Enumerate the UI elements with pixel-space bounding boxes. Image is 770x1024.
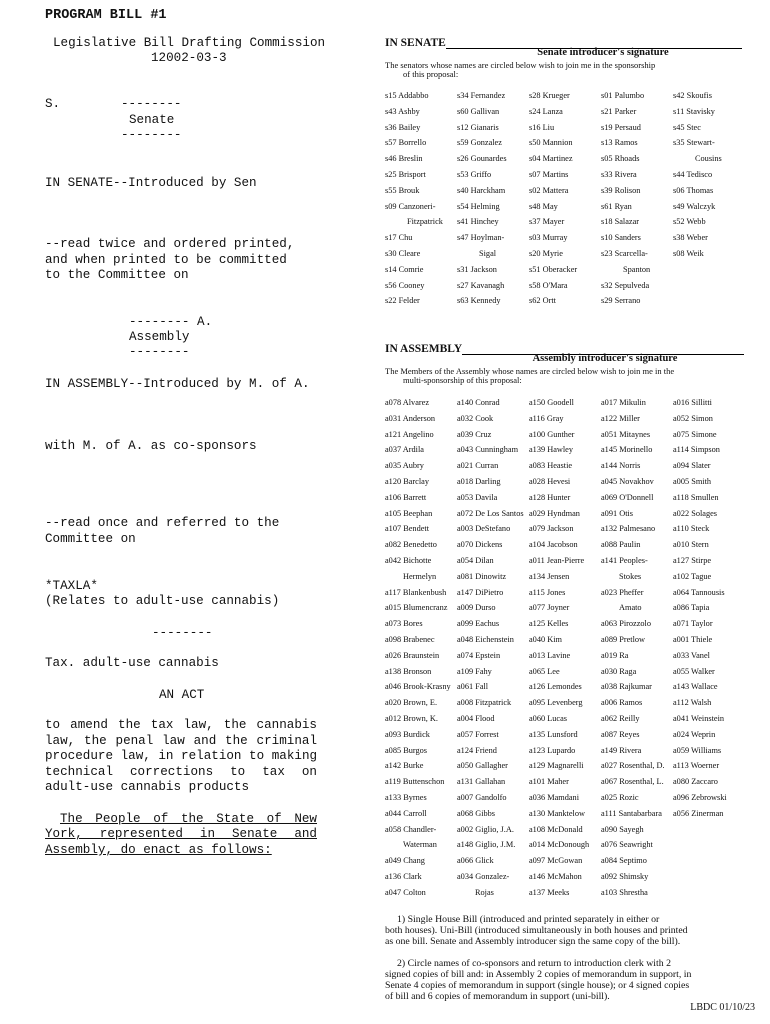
assembly-member[interactable]: a037 Ardila [385,445,424,455]
assembly-member[interactable]: a085 Burgos [385,745,428,755]
assembly-member[interactable]: a024 Weprin [673,729,716,739]
assembly-member[interactable]: a087 Reyes [601,729,640,739]
footnote-1 [385,914,755,947]
assembly-label: Assembly [129,330,190,344]
assembly-member[interactable]: a053 Davila [457,492,498,502]
assembly-member[interactable]: a143 Wallace [673,682,718,692]
senate-member[interactable]: Fitzpatrick [407,217,443,227]
in-assembly-line: IN ASSEMBLY--Introduced by M. of A. [45,377,310,391]
assembly-member[interactable]: a047 Colton [385,887,426,897]
assembly-member[interactable]: a009 Durso [457,603,496,613]
assembly-member[interactable]: a054 Dilan [457,556,494,565]
assembly-dash-bottom: -------- [129,345,190,359]
senate-member[interactable]: s40 Harckham [457,185,506,195]
assembly-member[interactable]: a086 Tapia [673,603,710,613]
assembly-member[interactable]: a126 Lemondes [529,682,582,692]
assembly-member[interactable]: a084 Septimo [601,856,647,866]
assembly-member[interactable]: a044 Carroll [385,808,427,818]
senate-member[interactable]: s14 Comrie [385,264,424,274]
assembly-dash-top: -------- A. [129,315,213,329]
assembly-member[interactable]: a091 Otis [601,508,634,518]
footnote-1-line-2: both houses). Uni-Bill (introduced simultaneously in both houses and printed [385,925,688,936]
assembly-member[interactable]: a058 Chandler- [385,824,437,834]
senate-member[interactable]: s47 Hoylman- [457,233,505,243]
senate-member[interactable]: s35 Stewart- [673,138,715,148]
assembly-member[interactable]: a078 Alvarez [385,398,430,407]
senate-member[interactable]: s08 Weik [673,249,704,258]
assembly-member[interactable]: a148 Giglio, J.M. [457,840,516,850]
senate-member[interactable]: s60 Gallivan [457,106,500,116]
assembly-member[interactable]: a018 Darling [457,477,501,486]
senate-member[interactable]: s30 Cleare [385,249,421,258]
assembly-member[interactable]: a040 Kim [529,635,562,644]
assembly-member[interactable]: a005 Smith [673,477,712,486]
assembly-member[interactable]: a144 Norris [601,461,641,471]
assembly-member[interactable]: a133 Byrnes [385,793,427,802]
enacting-line-1: The People of the State of New [60,812,317,826]
assembly-member[interactable]: a026 Braunstein [385,650,440,660]
assembly-member[interactable]: a035 Aubry [385,461,424,471]
assembly-member[interactable]: a080 Zaccaro [673,777,718,787]
assembly-member[interactable]: a066 Glick [457,856,494,866]
assembly-member[interactable]: a111 Santabarbara [601,808,662,818]
senate-member[interactable]: Spanton [623,264,651,274]
assembly-member[interactable]: a134 Jensen [529,571,570,581]
read-once-line-2: Committee on [45,532,136,546]
commission-name: Legislative Bill Drafting Commission [53,36,326,50]
senate-member[interactable]: s59 Gonzalez [457,138,502,148]
assembly-member[interactable]: a136 Clark [385,872,422,881]
assembly-note-1: The Members of the Assembly whose names are circled below wish to join me in the [385,366,675,376]
assembly-member[interactable]: a138 Bronson [385,666,432,676]
assembly-member[interactable]: a007 Gandolfo [457,793,507,802]
assembly-member[interactable]: a112 Walsh [673,698,712,708]
senate-member[interactable]: s29 Serrano [601,296,641,306]
assembly-member[interactable]: a116 Gray [529,413,564,423]
read-twice-line-3: to the Committee on [45,268,189,282]
assembly-member[interactable]: a118 Smullen [673,492,719,502]
assembly-member[interactable]: a090 Sayegh [601,824,644,834]
assembly-member[interactable]: a038 Rajkumar [601,682,652,692]
assembly-member[interactable]: a109 Fahy [457,666,492,676]
senate-dash-top: -------- [121,97,182,111]
assembly-member[interactable]: a034 Gonzalez- [457,872,510,881]
assembly-member[interactable]: a123 Lupardo [529,745,576,755]
assembly-member[interactable]: a014 McDonough [529,840,590,850]
assembly-member[interactable]: a075 Simone [673,429,717,439]
assembly-member[interactable]: a129 Magnarelli [529,761,584,771]
senate-member[interactable]: s37 Mayer [529,217,565,227]
assembly-member[interactable]: a149 Rivera [601,745,642,755]
senate-member[interactable]: s06 Thomas [673,185,714,195]
assembly-member[interactable]: a113 Woerner [673,761,720,771]
assembly-note-2: multi-sponsorship of this proposal: [403,375,522,385]
senate-member[interactable]: s63 Kennedy [457,296,501,306]
assembly-member[interactable]: a072 De Los Santos [457,508,524,518]
assembly-member[interactable]: a012 Brown, K. [385,714,439,723]
assembly-member[interactable]: a128 Hunter [529,492,571,502]
senate-member[interactable]: s48 May [529,201,558,211]
assembly-member[interactable]: a027 Rosenthal, D. [601,761,665,771]
footnote-1-line-1: 1) Single House Bill (introduced and printed separately in either or [397,914,660,925]
assembly-member[interactable]: a141 Peoples- [601,556,648,565]
assembly-member[interactable]: a131 Gallahan [457,777,506,787]
assembly-member[interactable]: a147 DiPietro [457,587,504,597]
assembly-member[interactable]: a135 Lunsford [529,729,578,739]
footnote-2-line-2: signed copies of bill and: in Assembly 2 copies of memorandum in support, in [385,969,692,980]
assembly-member[interactable]: a050 Gallagher [457,761,508,771]
assembly-member[interactable]: a114 Simpson [673,445,720,455]
assembly-member[interactable]: a010 Stern [673,540,709,550]
assembly-member[interactable]: a056 Zinerman [673,808,724,818]
program-bill-title: PROGRAM BILL #1 [45,8,167,23]
senate-member[interactable]: s24 Lanza [529,106,563,116]
an-act-heading: AN ACT [159,688,205,702]
assembly-member[interactable]: a070 Dickens [457,540,503,550]
assembly-member[interactable]: a060 Lucas [529,714,568,723]
senate-member[interactable]: s17 Chu [385,233,413,243]
senate-member[interactable]: s16 Liu [529,122,555,132]
assembly-member[interactable]: a049 Chang [385,856,425,866]
assembly-member[interactable]: a016 Sillitti [673,398,712,407]
act-line-3: procedure law, in relation to making [45,749,318,763]
assembly-member[interactable]: a017 Mikulin [601,398,646,407]
assembly-member[interactable]: a108 McDonald [529,824,583,834]
senate-member[interactable]: s22 Felder [385,296,420,306]
assembly-member[interactable]: a099 Eachus [457,619,500,629]
assembly-member[interactable]: a032 Cook [457,413,494,423]
assembly-member[interactable]: a015 Blumencranz [385,603,448,613]
senate-member[interactable]: s27 Kavanagh [457,280,505,290]
assembly-member[interactable]: Waterman [403,840,437,850]
assembly-member[interactable]: a104 Jacobson [529,540,578,550]
senate-member[interactable]: s44 Tedisco [673,170,713,179]
senate-member[interactable]: s51 Oberacker [529,264,578,274]
assembly-member[interactable]: a115 Jones [529,587,566,597]
assembly-member[interactable]: a031 Anderson [385,413,436,423]
senate-member[interactable]: s18 Salazar [601,217,640,227]
senate-member[interactable]: s32 Sepulveda [601,280,650,290]
assembly-member[interactable]: a150 Goodell [529,398,574,407]
cosponsors-line: with M. of A. as co-sponsors [45,439,257,453]
bill-cover-left [0,0,335,1024]
assembly-member[interactable]: a125 Kelles [529,619,569,629]
senate-member[interactable]: s62 Ortt [529,296,556,306]
senate-member[interactable]: s38 Weber [673,233,708,243]
assembly-member[interactable]: a020 Brown, E. [385,698,438,708]
assembly-member[interactable]: a093 Burdick [385,729,430,739]
senate-member[interactable]: s10 Sanders [601,233,641,243]
assembly-member[interactable]: a071 Taylor [673,619,713,629]
assembly-member[interactable]: a110 Steck [673,524,710,534]
assembly-member[interactable]: a106 Barrett [385,492,427,502]
senate-member[interactable]: s31 Jackson [457,264,497,274]
assembly-member[interactable]: a142 Burke [385,761,424,771]
assembly-member[interactable]: a122 Miller [601,413,640,423]
senate-member[interactable]: s03 Murray [529,233,568,243]
assembly-member[interactable]: a061 Fall [457,682,489,692]
senate-member[interactable]: s36 Bailey [385,122,421,132]
bill-code: 12002-03-3 [151,51,227,65]
assembly-member[interactable]: a067 Rosenthal, L. [601,777,664,787]
senate-member[interactable]: s61 Ryan [601,201,632,211]
senate-member[interactable]: s53 Griffo [457,170,492,179]
assembly-member[interactable]: a025 Rozic [601,793,639,802]
assembly-member[interactable]: a103 Shrestha [601,887,648,897]
senate-member[interactable]: s02 Mattera [529,185,569,195]
assembly-member[interactable]: a055 Walker [673,666,715,676]
assembly-member[interactable]: a119 Buttenschon [385,777,445,787]
assembly-member[interactable]: a140 Conrad [457,398,500,407]
short-title: Tax. adult-use cannabis [45,656,219,670]
in-senate-line: IN SENATE--Introduced by Sen [45,176,257,190]
senate-member[interactable]: s05 Rhoads [601,154,640,164]
senate-dash-bottom: -------- [121,128,182,142]
senate-member[interactable]: s46 Breslin [385,154,423,164]
footnote-1-line-3: as one bill. Senate and Assembly introducer sign the same copy of the bill). [385,936,681,947]
senate-member[interactable]: s39 Rolison [601,185,641,195]
senate-member[interactable]: s01 Palumbo [601,91,645,100]
senate-member[interactable]: s19 Persaud [601,122,641,132]
footnote-2 [385,958,755,1002]
senate-member[interactable]: s21 Parker [601,106,637,116]
senate-member[interactable]: Sigal [479,249,497,258]
assembly-member[interactable]: a127 Stirpe [673,556,712,565]
assembly-member[interactable]: a023 Pheffer [601,587,644,597]
senate-member[interactable]: s25 Brisport [385,170,426,179]
assembly-member[interactable]: Stokes [619,571,642,581]
senate-signature-label: Senate introducer's signature [537,47,669,58]
assembly-member[interactable]: a073 Bores [385,619,423,629]
assembly-member[interactable]: a041 Weinstein [673,714,725,723]
assembly-member[interactable]: a097 McGowan [529,856,583,866]
assembly-member[interactable]: a057 Forrest [457,729,499,739]
assembly-member[interactable]: a094 Slater [673,461,711,471]
footnote-2-line-1: 2) Circle names of co-sponsors and return to introduction clerk with 2 [397,958,671,969]
assembly-member[interactable]: a043 Cunningham [457,445,519,455]
assembly-member[interactable]: a107 Bendett [385,524,430,534]
senate-header-label: IN SENATE [385,37,446,49]
act-line-2: law, the penal law and the criminal [45,734,317,748]
assembly-member[interactable]: a064 Tannousis [673,587,725,597]
senate-member[interactable]: s07 Martins [529,170,569,179]
assembly-member[interactable]: a046 Brook-Krasny [385,682,451,692]
senate-member[interactable]: s12 Gianaris [457,122,499,132]
assembly-member[interactable]: a101 Maher [529,777,569,787]
assembly-member[interactable]: a130 Manktelow [529,808,585,818]
senate-member[interactable]: s11 Stavisky [673,106,715,116]
senate-member[interactable]: s58 O'Mara [529,280,568,290]
read-once-line-1: --read once and referred to the [45,516,280,530]
assembly-member[interactable]: a039 Cruz [457,429,492,439]
senate-member[interactable]: s20 Myrie [529,249,563,258]
senate-note-1: The senators whose names are circled below wish to join me in the sponsorship [385,60,656,70]
assembly-member[interactable]: a145 Morinello [601,445,653,455]
senate-member[interactable]: s33 Rivera [601,170,637,179]
senate-member[interactable]: s13 Ramos [601,138,638,148]
assembly-member[interactable]: a003 DeStefano [457,524,511,534]
assembly-member[interactable]: a069 O'Donnell [601,492,654,502]
assembly-member[interactable]: a033 Vanel [673,650,710,660]
senate-member[interactable]: Cousins [695,154,722,164]
assembly-member[interactable]: a021 Curran [457,461,499,471]
assembly-member[interactable]: a048 Eichenstein [457,635,514,644]
assembly-member[interactable]: a052 Simon [673,413,713,423]
assembly-member[interactable]: a089 Pretlow [601,635,646,644]
senate-member[interactable]: s54 Helming [457,201,500,211]
senate-member[interactable]: s23 Scarcella- [601,249,648,258]
assembly-member[interactable]: a121 Angelino [385,429,434,439]
assembly-member[interactable]: Hermelyn [403,571,437,581]
assembly-member[interactable]: a120 Barclay [385,477,430,486]
assembly-signature-label: Assembly introducer's signature [532,353,678,364]
assembly-member[interactable]: a077 Joyner [529,603,570,613]
senate-member[interactable]: s42 Skoufis [673,91,712,100]
assembly-member[interactable]: a063 Pirozzolo [601,619,652,629]
assembly-member[interactable]: a088 Paulin [601,540,641,550]
senate-member[interactable]: s28 Krueger [529,91,570,100]
assembly-member[interactable]: a029 Hyndman [529,508,580,518]
dash-separator: -------- [152,626,213,640]
assembly-member[interactable]: a001 Thiele [673,635,713,644]
assembly-member[interactable]: a059 Williams [673,745,722,755]
assembly-member[interactable]: a030 Raga [601,666,637,676]
footnote-2-line-4: of bill and 6 copies of memorandum in support (uni-bill). [385,991,610,1002]
senate-note-2: of this proposal: [403,69,459,79]
assembly-member[interactable]: a079 Jackson [529,524,574,534]
senate-member[interactable]: s43 Ashby [385,106,420,116]
assembly-member[interactable]: a092 Shimsky [601,872,649,881]
enacting-line-3: Assembly, do enact as follows: [45,843,272,857]
assembly-member[interactable]: a096 Zebrowski [673,793,727,802]
footnote-2-line-3: Senate 4 copies of memorandum in support (single house); or 4 signed copies [385,980,690,991]
enacting-line-2: York, represented in Senate and [45,827,317,841]
senate-member[interactable]: s52 Webb [673,217,706,227]
assembly-member[interactable]: a042 Bichotte [385,556,432,565]
assembly-member[interactable]: a100 Gunther [529,429,575,439]
senate-member[interactable]: s55 Brouk [385,185,420,195]
act-line-4: technical corrections to tax on [45,765,317,779]
assembly-member[interactable]: a068 Gibbs [457,808,496,818]
assembly-member[interactable]: a006 Ramos [601,698,643,708]
assembly-member[interactable]: a076 Seawright [601,840,653,850]
assembly-member[interactable]: Rojas [475,887,494,897]
assembly-member[interactable]: a132 Palmesano [601,524,656,534]
assembly-member[interactable]: a102 Tague [673,571,712,581]
assembly-member[interactable]: a045 Novakhov [601,477,654,486]
assembly-member[interactable]: a028 Hevesi [529,477,571,486]
assembly-member[interactable]: a062 Reilly [601,714,640,723]
assembly-member[interactable]: a124 Friend [457,745,497,755]
act-line-5: adult-use cannabis products [45,780,250,794]
senate-member[interactable]: s34 Fernandez [457,91,506,100]
senate-member[interactable]: s04 Martinez [529,154,573,164]
assembly-member[interactable]: a013 Lavine [529,650,571,660]
relates-line: (Relates to adult-use cannabis) [45,594,280,608]
assembly-member[interactable]: Amato [619,603,642,613]
lbdc-stamp: LBDC 01/10/23 [690,1002,755,1013]
senate-member[interactable]: s45 Stec [673,122,701,132]
assembly-member[interactable]: a082 Benedetto [385,540,437,550]
assembly-member[interactable]: a065 Lee [529,666,560,676]
assembly-member[interactable]: a098 Brabenec [385,635,435,644]
assembly-member[interactable]: a002 Giglio, J.A. [457,824,514,834]
assembly-member[interactable]: a011 Jean-Pierre [529,556,585,565]
assembly-member[interactable]: a022 Solages [673,508,718,518]
senate-member[interactable]: s41 Hinchey [457,217,499,227]
assembly-member[interactable]: a074 Epstein [457,650,501,660]
senate-member[interactable]: s56 Cooney [385,280,425,290]
assembly-member[interactable]: a081 Dinowitz [457,571,507,581]
senate-member[interactable]: s49 Walczyk [673,201,716,211]
assembly-member[interactable]: a139 Hawley [529,445,574,455]
assembly-header-label: IN ASSEMBLY [385,343,463,355]
assembly-member[interactable]: a008 Fitzpatrick [457,698,512,708]
assembly-member[interactable]: a117 Blankenbush [385,587,447,597]
assembly-member[interactable]: a019 Ra [601,650,629,660]
assembly-member[interactable]: a004 Flood [457,714,495,723]
assembly-member[interactable]: a036 Mamdani [529,793,580,802]
assembly-member[interactable]: a105 Beephan [385,508,433,518]
assembly-member[interactable]: a083 Heastie [529,461,573,471]
senate-label: Senate [129,113,175,127]
taxla-code: *TAXLA* [45,579,98,593]
senate-prefix: S. [45,97,61,111]
assembly-member[interactable]: a146 McMahon [529,872,582,881]
senate-member[interactable]: s15 Addabbo [385,91,429,100]
senate-member[interactable]: s26 Gounardes [457,154,507,164]
assembly-member[interactable]: a095 Levenberg [529,698,583,708]
senate-member[interactable]: s50 Mannion [529,138,573,148]
act-line-1: to amend the tax law, the cannabis [45,718,317,732]
senate-member[interactable]: s57 Borrello [385,138,427,148]
assembly-member[interactable]: a137 Meeks [529,887,570,897]
senate-member[interactable]: s09 Canzoneri- [385,201,436,211]
read-twice-line-2: and when printed to be committed [45,253,287,267]
read-twice-line-1: --read twice and ordered printed, [45,237,295,251]
assembly-member[interactable]: a051 Mitaynes [601,429,651,439]
